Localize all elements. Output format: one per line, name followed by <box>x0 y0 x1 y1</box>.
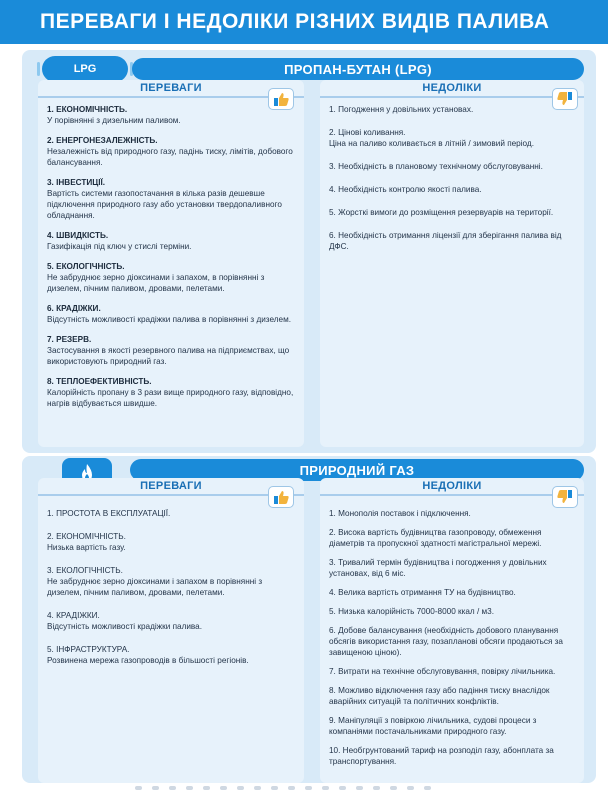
list-item: 4. ШВИДКІСТЬ. Газифікація під ключ у стислі терміни. <box>47 231 192 251</box>
gas-cons-list <box>329 508 574 767</box>
lpg-section-title: ПРОПАН-БУТАН (LPG) <box>132 58 584 80</box>
lpg-pros-header: ПЕРЕВАГИ <box>38 80 304 98</box>
list-item: 2. Цінові коливання. Ціна на паливо коливається в літній / зимовий період. <box>329 128 534 148</box>
thumbs-down-icon <box>552 88 578 110</box>
list-item: 7. РЕЗЕРВ. Застосування в якості резервного палива на підприємствах, що використовують природний газ. <box>47 335 290 366</box>
list-item: 2. Висока вартість будівництва газопроводу, обмеження діаметрів та пропускної здатності магістральної мережі. <box>329 528 542 548</box>
thumbs-up-icon <box>268 486 294 508</box>
list-item: 8. Можливо відключення газу або падіння тиску внаслідок аварійних ситуацій та політичних конфліктів. <box>329 686 550 706</box>
lpg-cons-list <box>329 104 574 264</box>
list-item: 6. Добове балансування (необхідність добового планування обсягів використання газу, позапланові обсяги продаються за завищеною ціною). <box>329 626 563 657</box>
list-item: 4. Необхідність контролю якості палива. <box>329 185 482 194</box>
lpg-pros-list <box>47 104 294 418</box>
list-item: 1. ПРОСТОТА В ЕКСПЛУАТАЦІЇ. <box>47 509 171 518</box>
list-item: 5. Жорсткі вимоги до розміщення резервуарів на території. <box>329 208 554 217</box>
page-title: ПЕРЕВАГИ І НЕДОЛІКИ РІЗНИХ ВИДІВ ПАЛИВА <box>40 10 550 33</box>
list-item: 5. ЕКОЛОГІЧНІСТЬ. Не забруднює зерно діоксинами і запахом, в порівнянні з дизелем, пічним паливом, дровами, пелетами. <box>47 262 265 293</box>
list-item: 6. Необхідність отримання ліцензії для зберігання палива від ДФС. <box>329 231 562 251</box>
lpg-badge <box>42 56 128 82</box>
thumbs-up-icon <box>268 88 294 110</box>
gas-section-title: ПРИРОДНИЙ ГАЗ <box>130 459 584 481</box>
list-item: 8. ТЕПЛОЕФЕКТИВНІСТЬ. Калорійність пропану в 3 рази вище природного газу, відповідно, нагрів відбувається швидше. <box>47 377 294 408</box>
list-item: 1. Погодження у довільних установах. <box>329 105 474 114</box>
lpg-badge-label: LPG <box>73 63 97 75</box>
list-item: 4. КРАДІЖКИ. Відсутність можливості крадіжки палива. <box>47 611 203 631</box>
lpg-pros-column <box>38 80 304 447</box>
list-item: 3. ІНВЕСТИЦІЇ. Вартість системи газопостачання в кілька разів дешевше підключення природного газу або установки твердопаливного обладнання. <box>47 178 282 220</box>
list-item: 3. ЕКОЛОГІЧНІСТЬ. Не забруднює зерно діоксинами і запахом в порівнянні з дизелем, пічним паливом, дровами, пелетами. <box>47 566 263 597</box>
gas-pros-column <box>38 478 304 783</box>
list-item: 4. Велика вартість отримання ТУ на будівництво. <box>329 588 516 597</box>
gas-cons-header: НЕДОЛІКИ <box>320 478 584 496</box>
list-item: 1. ЕКОНОМІЧНІСТЬ. У порівнянні з дизельним паливом. <box>47 105 181 125</box>
list-item: 3. Необхідність в плановому технічному обслуговуванні. <box>329 162 543 171</box>
list-item: 9. Маніпуляції з повіркою лічильника, судові процеси з компаніями постачальниками природного газу. <box>329 716 537 736</box>
list-item: 2. ЕНЕРГОНЕЗАЛЕЖНІСТЬ. Незалежність від природного газу, падінь тиску, лімітів, добового балансування. <box>47 136 293 167</box>
list-item: 5. ІНФРАСТРУКТУРА. Розвинена мережа газопроводів в більшості регіонів. <box>47 645 249 665</box>
list-item: 2. ЕКОНОМІЧНІСТЬ. Низька вартість газу. <box>47 532 126 552</box>
list-item: 10. Необгрунтований тариф на розподіл газу, абонплата за транспортування. <box>329 746 554 766</box>
list-item: 6. КРАДІЖКИ. Відсутність можливості крадіжки палива в порівнянні з дизелем. <box>47 304 291 324</box>
lpg-cons-column <box>320 80 584 447</box>
list-item: 7. Витрати на технічне обслуговування, повірку лічильника. <box>329 667 556 676</box>
thumbs-down-icon <box>552 486 578 508</box>
gas-pros-list <box>47 508 294 678</box>
list-item: 3. Тривалий термін будівництва і погодження у довільних установах, від 6 міс. <box>329 558 547 578</box>
title-bar <box>0 0 608 44</box>
list-item: 1. Монополія поставок і підключення. <box>329 509 471 518</box>
list-item: 5. Низька калорійність 7000-8000 ккал / м3. <box>329 607 494 616</box>
lpg-cons-header: НЕДОЛІКИ <box>320 80 584 98</box>
decorative-dots <box>135 786 431 790</box>
gas-cons-column <box>320 478 584 783</box>
gas-pros-header: ПЕРЕВАГИ <box>38 478 304 496</box>
